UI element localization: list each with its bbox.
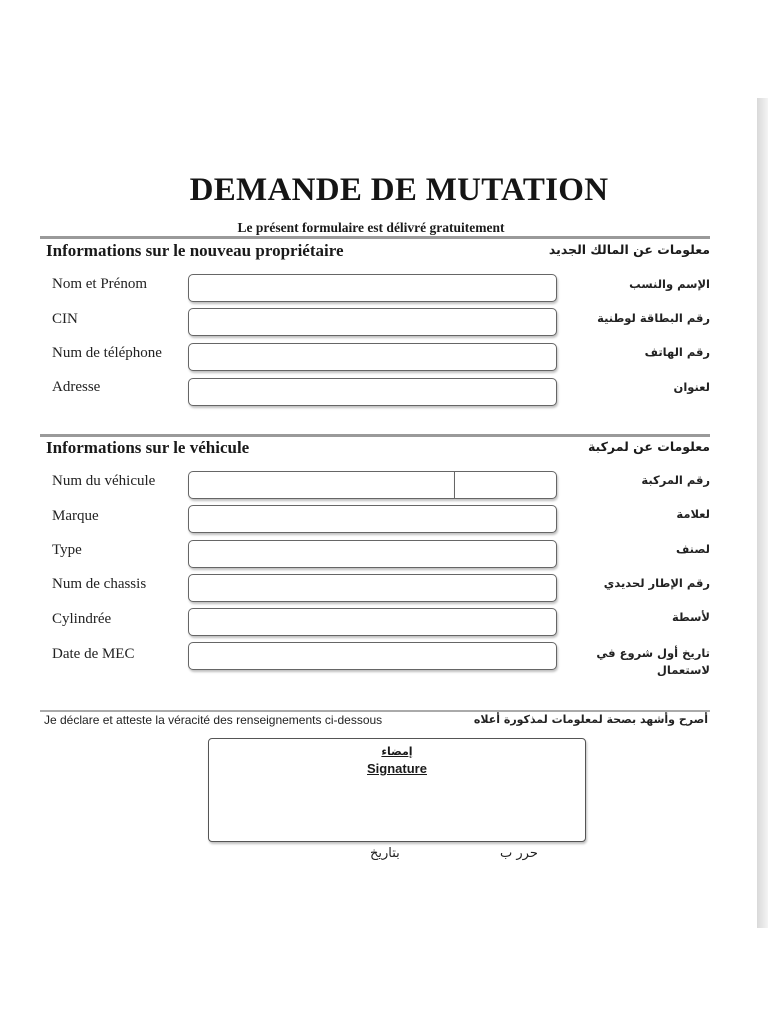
vehicle-number-label: Num du véhicule: [52, 473, 156, 489]
signature-box[interactable]: [208, 738, 586, 842]
chassis-label: Num de chassis: [52, 576, 147, 592]
address-field[interactable]: [188, 378, 557, 406]
declaration-text: Je déclare et atteste la véracité des renseignements ci-dessous: [44, 713, 383, 727]
written-at-label-ar: حرر ب: [500, 846, 538, 861]
vehicle-number-label-ar: رقم المركبة: [641, 473, 710, 487]
name-label: Nom et Prénom: [52, 276, 147, 292]
chassis-field[interactable]: [188, 574, 557, 602]
phone-field[interactable]: [188, 343, 557, 371]
owner-section-title: Informations sur le nouveau propriétaire: [46, 241, 344, 260]
vehicle-section-title: Informations sur le véhicule: [46, 438, 250, 457]
vehicle-section-title-ar: معلومات عن لمركبة: [587, 439, 710, 454]
chassis-label-ar: رقم الإطار لحديدي: [603, 576, 710, 590]
name-label-ar: الإسم والنسب: [629, 277, 710, 291]
cin-label: CIN: [52, 311, 78, 327]
cylinder-label-ar: لأسطة: [671, 610, 710, 624]
signature-label: Signature: [367, 761, 427, 776]
cin-field[interactable]: [188, 308, 557, 336]
form-title: DEMANDE DE MUTATION: [189, 172, 609, 208]
mec-date-field[interactable]: [188, 642, 557, 670]
cylinder-field[interactable]: [188, 608, 557, 636]
section-divider-owner: [40, 236, 710, 239]
type-label: Type: [52, 542, 82, 558]
signature-label-ar: إمضاء: [381, 745, 413, 758]
phone-label-ar: رقم الهاتف: [644, 345, 710, 359]
form-subtitle: Le présent formulaire est délivré gratuitement: [237, 220, 505, 235]
address-label-ar: لعنوان: [673, 380, 710, 394]
owner-section-title-ar: معلومات عن المالك الجديد: [548, 242, 710, 257]
type-label-ar: لصنف: [675, 542, 710, 556]
cylinder-label: Cylindrée: [52, 611, 112, 627]
brand-label: Marque: [52, 508, 99, 524]
brand-label-ar: لعلامة: [676, 507, 710, 521]
brand-field[interactable]: [188, 505, 557, 533]
vehicle-number-field[interactable]: [188, 471, 454, 499]
type-field[interactable]: [188, 540, 557, 568]
date-label-ar: بتاريخ: [370, 846, 400, 861]
page-edge-shadow: [757, 98, 768, 928]
section-divider-declaration: [40, 710, 710, 712]
declaration-text-ar: أصرح وأشهد بصحة لمعلومات لمذكورة أعلاه: [473, 713, 708, 726]
mec-date-label: Date de MEC: [52, 646, 135, 662]
phone-label: Num de téléphone: [52, 345, 162, 361]
mec-date-label-ar: تاريخ أول شروع في لاستعمال: [596, 646, 710, 677]
vehicle-number-suffix-field[interactable]: [454, 471, 557, 499]
address-label: Adresse: [52, 379, 101, 395]
signature-area[interactable]: [215, 781, 579, 835]
section-divider-vehicle: [40, 434, 710, 437]
name-field[interactable]: [188, 274, 557, 302]
cin-label-ar: رقم البطاقة لوطنية: [597, 311, 710, 325]
